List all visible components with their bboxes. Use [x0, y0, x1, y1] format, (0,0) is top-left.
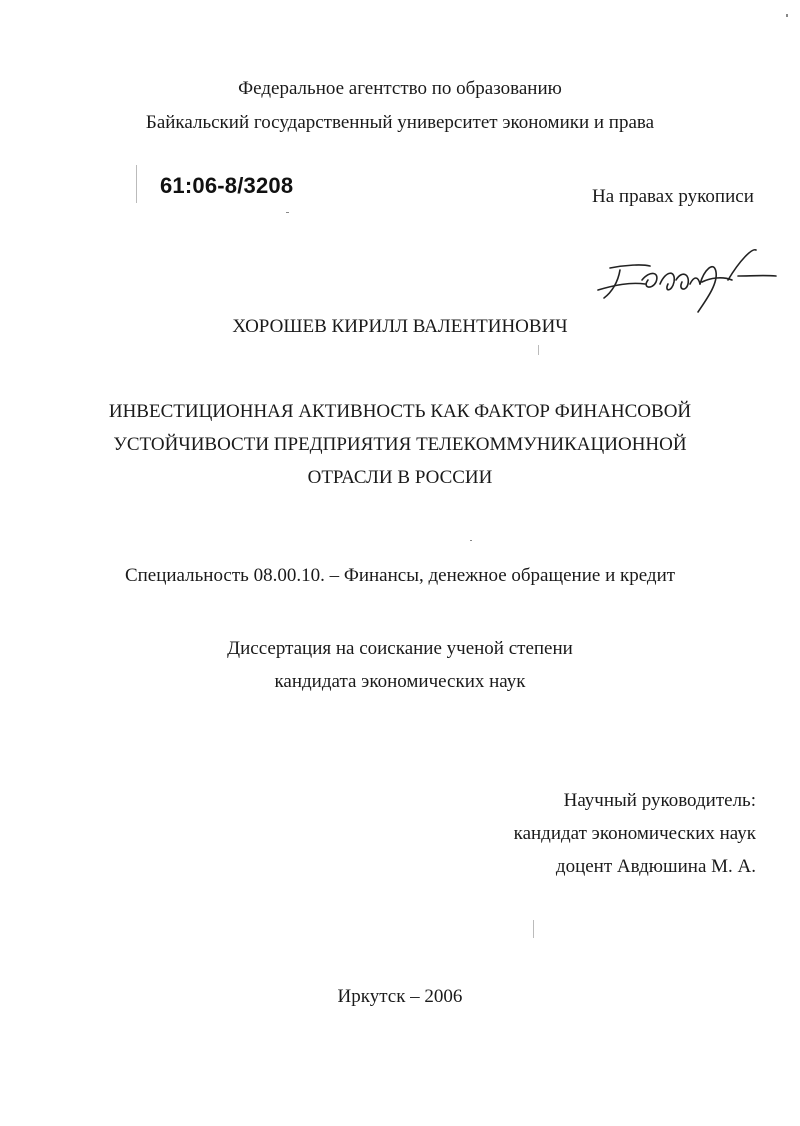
scan-artifact [538, 345, 539, 355]
university-name: Байкальский государственный университет экономики и права [145, 112, 655, 133]
title-line-2: УСТОЙЧИВОСТИ ПРЕДПРИЯТИЯ ТЕЛЕКОММУНИКАЦИОННОЙ [113, 434, 687, 455]
degree-line-2: кандидата экономических наук [274, 671, 526, 692]
agency-name: Федеральное агентство по образованию [238, 78, 562, 99]
supervisor-label: Научный руководитель: [563, 790, 756, 811]
city-year: Иркутск – 2006 [337, 986, 463, 1007]
specialty: Специальность 08.00.10. – Финансы, денежное обращение и кредит [124, 565, 676, 586]
library-stamp-code: 61:06-8/3208 [160, 173, 294, 198]
signature-image [590, 240, 780, 315]
title-line-1: ИНВЕСТИЦИОННАЯ АКТИВНОСТЬ КАК ФАКТОР ФИНАНСОВОЙ [108, 401, 692, 422]
title-line-3: ОТРАСЛИ В РОССИИ [307, 467, 493, 488]
scan-artifact [533, 920, 534, 938]
scan-artifact [786, 14, 788, 17]
supervisor-name: доцент Авдюшина М. А. [555, 856, 756, 877]
supervisor-degree: кандидат экономических наук [513, 823, 756, 844]
manuscript-note: На правах рукописи [592, 186, 754, 207]
scan-artifact [286, 212, 289, 213]
scan-artifact [136, 165, 137, 203]
author-name: ХОРОШЕВ КИРИЛЛ ВАЛЕНТИНОВИЧ [232, 316, 568, 337]
degree-line-1: Диссертация на соискание ученой степени [227, 638, 573, 659]
scan-artifact [470, 540, 472, 541]
